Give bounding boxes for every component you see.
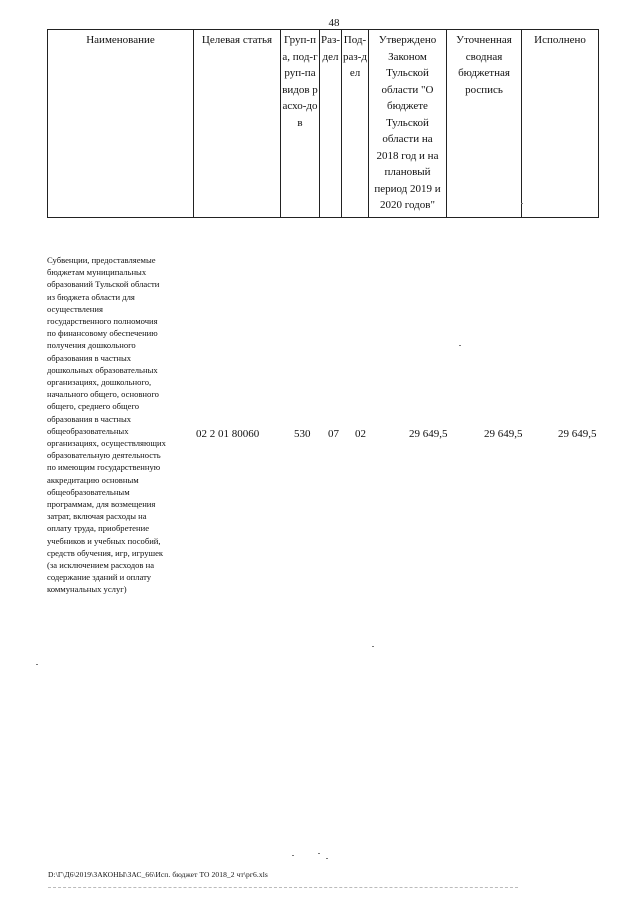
row-group: 530	[294, 428, 311, 440]
row-target-article: 02 2 01 80060	[196, 428, 260, 440]
header-group	[281, 30, 320, 218]
header-group-text: Груп-па, под-груп-па видов расхо-дов	[282, 34, 318, 129]
scan-speck	[292, 855, 294, 856]
header-target-article: Целевая статья	[194, 30, 281, 218]
header-refined: Уточненная сводная бюджетная роспись	[447, 30, 522, 218]
header-section-text: Раз-дел	[321, 34, 341, 63]
row-section: 07	[328, 428, 339, 440]
budget-table-header	[47, 29, 599, 218]
scan-speck	[521, 203, 523, 204]
row-subsection: 02	[355, 428, 366, 440]
scan-speck	[36, 664, 38, 665]
row-values	[47, 428, 627, 444]
row-executed: 29 649,5	[558, 428, 597, 440]
scan-speck	[326, 858, 328, 859]
header-approved: Утверждено Законом Тульской области "О бюджете Тульской области на 2018 год и на плановый период 2019 и 2020 годов"	[369, 30, 447, 218]
footer-divider	[48, 887, 518, 888]
row-name: Субвенции, предоставляемые бюджетам муниципальных образований Тульской области из бюджета области для осуществления государственного полномочия по финансовому обеспечению получения дошкольного образования в частных дошкольных образовательных организациях, дошкольного, начального общего, основного общего, среднего общего образования в частных общеобразовательных организациях, осуществляющих образовательную деятельность по имеющим государственную аккредитацию основным общеобразовательным программам, для возмещения затрат, включая расходы на оплату труда, приобретение учебников и учебных пособий, средств обучения, игр, игрушек (за исключением расходов на содержание зданий и оплату коммунальных услуг)	[47, 255, 166, 595]
header-subsection-text: Под-раз-дел	[343, 34, 367, 79]
page-number: 48	[328, 17, 340, 29]
scan-speck	[459, 345, 461, 346]
header-name: Наименование	[48, 30, 194, 218]
header-subsection	[342, 30, 369, 218]
file-path-footer: D:\Г\Д6\2019\ЗАКОНЫ\ЗАС_66\Исп. бюджет ТО 2018_2 чт\рг6.xls	[48, 870, 268, 879]
scan-speck	[372, 646, 374, 647]
scan-speck	[318, 853, 320, 854]
header-executed: Исполнено	[522, 30, 599, 218]
row-approved: 29 649,5	[409, 428, 448, 440]
row-refined: 29 649,5	[484, 428, 523, 440]
header-section	[320, 30, 342, 218]
